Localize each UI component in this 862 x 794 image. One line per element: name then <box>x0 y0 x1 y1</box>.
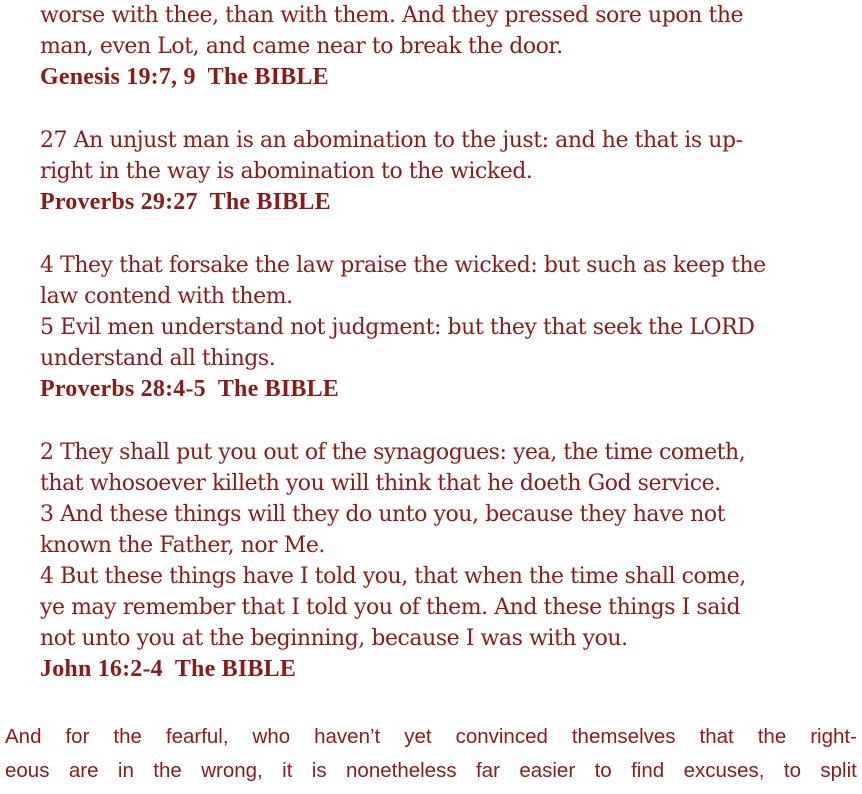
paragraph-line <box>5 754 857 788</box>
verse-line: that whosoever killeth you will think that he doeth God service. <box>40 471 721 496</box>
verse-line: understand all things. <box>40 346 276 371</box>
word: the <box>113 725 142 748</box>
word: for <box>65 725 90 748</box>
verse-reference: Proverbs 28:4-5 The BIBLE <box>40 376 340 402</box>
word: yet <box>404 725 432 748</box>
word: split <box>820 759 857 782</box>
verse-line: ye may remember that I told you of them. And these things I said <box>40 595 741 620</box>
verse-reference: Genesis 19:7, 9 The BIBLE <box>40 64 329 90</box>
verse-line: 27 An unjust man is an abomination to the just: and he that is up- <box>40 128 743 153</box>
verse-line: 5 Evil men understand not judgment: but they that seek the LORD <box>40 315 755 340</box>
word: excuses, <box>683 759 765 782</box>
verse-line: man, even Lot, and came near to break the door. <box>40 34 563 59</box>
word: who <box>252 725 291 748</box>
word: fearful, <box>165 725 229 748</box>
word: far <box>475 759 500 782</box>
verse-line: worse with thee, than with them. And they pressed sore upon the <box>40 3 744 28</box>
word: haven’t <box>314 725 381 748</box>
body-paragraph <box>5 720 857 788</box>
quote-proverbs-28 <box>40 250 840 404</box>
word: it <box>282 759 293 782</box>
verse-line: 3 And these things will they do unto you, because they have not <box>40 502 726 527</box>
verse-line: right in the way is abomination to the wicked. <box>40 159 533 184</box>
word: nonetheless <box>346 759 457 782</box>
verse-line: 2 They shall put you out of the synagogues: yea, the time cometh, <box>40 440 746 465</box>
verse-line: known the Father, nor Me. <box>40 533 325 558</box>
word: easier <box>519 759 576 782</box>
word: right- <box>810 725 857 748</box>
quote-proverbs-29 <box>40 125 840 217</box>
word: in <box>117 759 134 782</box>
verse-line: not unto you at the beginning, because I was with you. <box>40 626 628 651</box>
word: is <box>311 759 327 782</box>
verse-reference: Proverbs 29:27 The BIBLE <box>40 189 331 215</box>
verse-reference: John 16:2-4 The BIBLE <box>40 656 297 682</box>
word: the <box>757 725 787 748</box>
word: wrong, <box>201 759 263 782</box>
word: find <box>631 759 665 782</box>
quote-john-16 <box>40 437 840 684</box>
verse-line: 4 They that forsake the law praise the wicked: but such as keep the <box>40 253 766 278</box>
word: to <box>783 759 801 782</box>
quote-genesis <box>40 0 840 92</box>
word: are <box>68 759 99 782</box>
word: convinced <box>455 725 548 748</box>
verse-line: 4 But these things have I told you, that when the time shall come, <box>40 564 746 589</box>
word: eous <box>5 759 50 782</box>
word: themselves <box>571 725 676 748</box>
word: to <box>594 759 612 782</box>
paragraph-line <box>5 720 857 754</box>
word: And <box>5 725 42 748</box>
word: that <box>699 725 734 748</box>
word: the <box>153 759 182 782</box>
verse-line: law contend with them. <box>40 284 293 309</box>
